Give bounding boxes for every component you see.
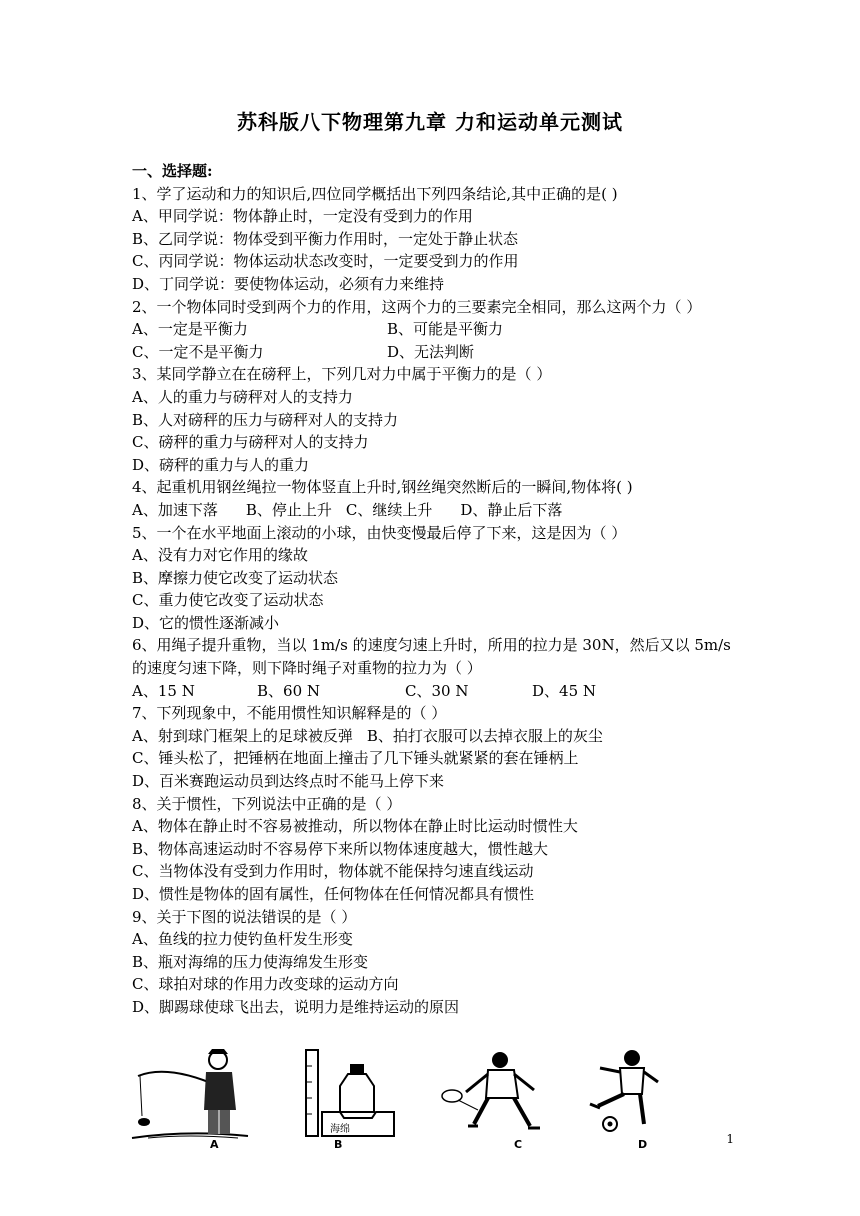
question-8-option-b: B、物体高速运动时不容易停下来所以物体速度越大，惯性越大 <box>132 839 549 858</box>
football-illustration <box>578 1046 668 1141</box>
question-2-stem: 2、一个物体同时受到两个力的作用，这两个力的三要素完全相同，那么这两个力（ ） <box>132 297 702 316</box>
question-5-stem: 5、一个在水平地面上滚动的小球，由快变慢最后停了下来，这是因为（ ） <box>132 523 627 542</box>
question-7-option-a: A、射到球门框架上的足球被反弹 <box>132 726 353 745</box>
question-1-option-a: A、甲同学说：物体静止时，一定没有受到力的作用 <box>132 207 473 226</box>
question-6-option-c: C、30 N <box>405 681 469 700</box>
question-2-options-row-2 <box>132 341 742 364</box>
question-4-options-row <box>132 499 742 522</box>
question-6-option-a: A、15 N <box>132 681 195 700</box>
section-heading: 一、选择题: <box>132 162 213 180</box>
question-2-option-a: A、一定是平衡力 <box>132 320 248 339</box>
question-3-option-b: B、人对磅秤的压力与磅秤对人的支持力 <box>132 410 399 429</box>
figure-d-football <box>578 1046 668 1156</box>
question-8-option-d: D、惯性是物体的固有属性，任何物体在任何情况都具有惯性 <box>132 885 535 903</box>
question-7-option-b: B、拍打衣服可以去掉衣服上的灰尘 <box>366 726 603 745</box>
question-2-option-b: B、可能是平衡力 <box>387 320 504 339</box>
question-6-option-d: D、45 N <box>532 681 597 700</box>
question-7-option-c: C、锤头松了，把锤柄在地面上撞击了几下锤头就紧紧的套在锤柄上 <box>132 749 579 768</box>
question-4-option-a: A、加速下落 <box>132 500 218 519</box>
figure-c-label: C <box>514 1138 523 1151</box>
figure-d-label: D <box>638 1138 648 1151</box>
question-7-stem: 7、下列现象中，不能用惯性知识解释是的（ ） <box>132 704 447 723</box>
question-1-option-c: C、丙同学说：物体运动状态改变时，一定要受到力的作用 <box>132 252 519 271</box>
question-3-stem: 3、某同学静立在在磅秤上，下列几对力中属于平衡力的是（ ） <box>132 365 552 384</box>
figure-b-label: B <box>334 1138 343 1151</box>
question-content <box>132 160 742 1019</box>
question-9-option-d: D、脚踢球使球飞出去，说明力是维持运动的原因 <box>132 997 460 1016</box>
figure-c-badminton <box>438 1046 558 1156</box>
question-5-option-d: D、它的惯性逐渐减小 <box>132 613 280 632</box>
question-8-option-c: C、当物体没有受到力作用时，物体就不能保持匀速直线运动 <box>132 862 534 881</box>
question-3-option-d: D、磅秤的重力与人的重力 <box>132 455 310 474</box>
question-2-option-d: D、无法判断 <box>387 342 475 361</box>
figure-row <box>128 1046 668 1156</box>
sponge-label: 海绵 <box>330 1124 350 1135</box>
question-9-option-b: B、瓶对海绵的压力使海绵发生形变 <box>132 952 369 971</box>
figure-a-fishing <box>128 1046 258 1156</box>
question-5-option-c: C、重力使它改变了运动状态 <box>132 591 324 610</box>
question-1-option-b: B、乙同学说：物体受到平衡力作用时，一定处于静止状态 <box>132 229 519 248</box>
question-4-option-c: C、继续上升 <box>345 500 433 519</box>
question-3-option-a: A、人的重力与磅秤对人的支持力 <box>132 387 353 406</box>
question-8-stem: 8、关于惯性，下列说法中正确的是（ ） <box>132 794 402 813</box>
question-2-options-row-1 <box>132 318 742 341</box>
question-7-option-d: D、百米赛跑运动员到达终点时不能马上停下来 <box>132 772 445 791</box>
question-9-option-a: A、鱼线的拉力使钓鱼杆发生形变 <box>132 930 353 949</box>
question-9-option-c: C、球拍对球的作用力改变球的运动方向 <box>132 975 399 994</box>
figure-a-label: A <box>210 1138 219 1151</box>
question-5-option-a: A、没有力对它作用的缘故 <box>132 546 308 565</box>
question-5-option-b: B、摩擦力使它改变了运动状态 <box>132 568 339 587</box>
fishing-illustration <box>128 1046 258 1141</box>
question-1-option-d: D、丁同学说：要使物体运动，必须有力来维持 <box>132 274 445 293</box>
question-6-stem: 6、用绳子提升重物，当以 1m/s 的速度匀速上升时，所用的拉力是 30N，然后又以 5m/s 的速度匀速下降，则下降时绳子对重物的拉力为（ ） <box>132 636 731 678</box>
figure-b-sponge <box>298 1046 398 1156</box>
question-4-option-b: B、停止上升 <box>245 500 332 519</box>
question-4-option-d: D、静止后下落 <box>460 500 563 519</box>
question-8-option-a: A、物体在静止时不容易被推动，所以物体在静止时比运动时惯性大 <box>132 817 578 836</box>
question-3-option-c: C、磅秤的重力与磅秤对人的支持力 <box>132 433 369 452</box>
question-6-option-b: B、60 N <box>257 681 321 700</box>
question-1-stem: 1、学了运动和力的知识后,四位同学概括出下列四条结论,其中正确的是( ) <box>132 184 618 203</box>
question-7-options-row <box>132 725 742 748</box>
question-2-option-c: C、一定不是平衡力 <box>132 342 264 361</box>
question-6-options-row <box>132 680 742 703</box>
badminton-illustration <box>438 1046 558 1141</box>
page-number: 1 <box>726 1132 734 1146</box>
question-4-stem: 4、起重机用钢丝绳拉一物体竖直上升时,钢丝绳突然断后的一瞬间,物体将( ) <box>132 478 633 497</box>
question-9-stem: 9、关于下图的说法错误的是（ ） <box>132 907 357 926</box>
page-title: 苏科版八下物理第九章 力和运动单元测试 <box>237 110 623 134</box>
